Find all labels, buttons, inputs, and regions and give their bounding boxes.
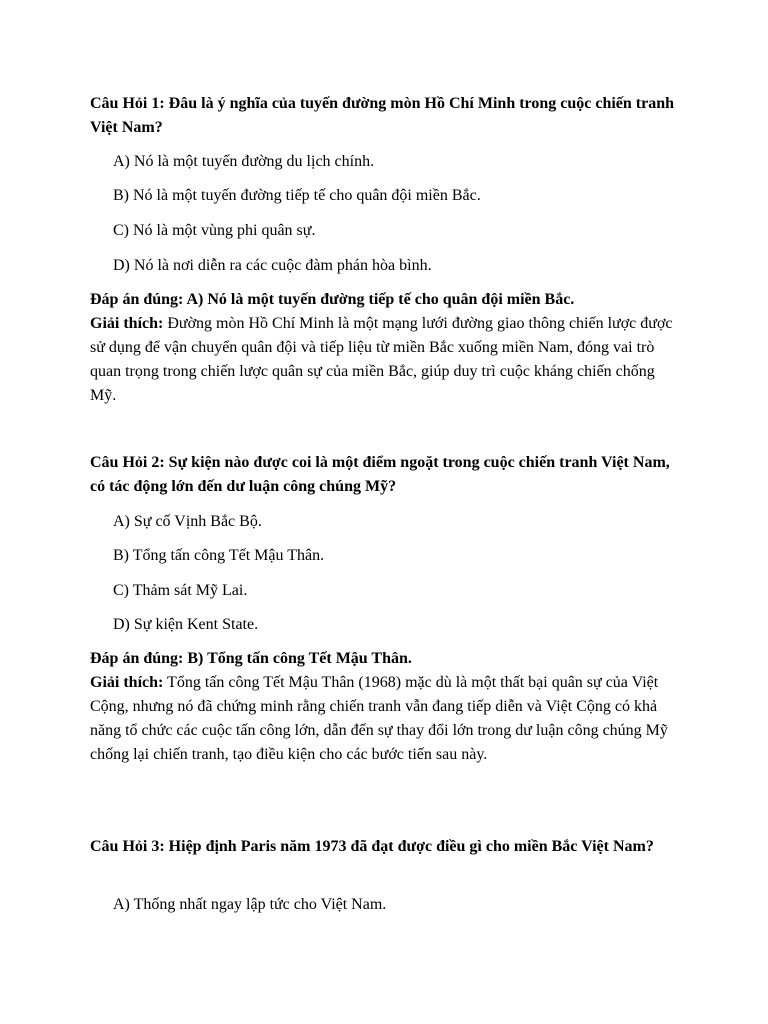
q2-explanation [90, 671, 680, 767]
q2-correct-answer: Đáp án đúng: B) Tổng tấn công Tết Mậu Thân. [90, 650, 412, 667]
q1-explanation [90, 312, 680, 408]
q2-option-b: B) Tổng tấn công Tết Mậu Thân. [113, 547, 325, 564]
q2-option-c: C) Thảm sát Mỹ Lai. [113, 582, 248, 599]
q1-option-c: C) Nó là một vùng phi quân sự. [113, 222, 316, 239]
q3-option-a: A) Thống nhất ngay lập tức cho Việt Nam. [113, 896, 387, 913]
q2-option-d: D) Sự kiện Kent State. [113, 616, 259, 633]
q1-option-b: B) Nó là một tuyến đường tiếp tế cho quân đội miền Bắc. [113, 187, 481, 204]
q2-answer-block [90, 647, 680, 767]
q2-option-a: A) Sự cố Vịnh Bắc Bộ. [113, 513, 262, 530]
q1-answer-block [90, 288, 680, 408]
q1-option-a: A) Nó là một tuyến đường du lịch chính. [113, 153, 375, 170]
q2-explanation-text: Tổng tấn công Tết Mậu Thân (1968) mặc dù là một thất bại quân sự của Việt Cộng, nhưng nó đã chứng minh rằng chiến tranh vẫn đang tiếp diễn và Việt Cộng có khả năng tổ chức các cuộc tấn công lớn, dẫn đến sự thay đổi lớn trong dư luận công chúng Mỹ chống lại chiến tranh, tạo điều kiện cho các bước tiến sau này. [90, 674, 668, 763]
q1-correct-answer: Đáp án đúng: A) Nó là một tuyến đường tiếp tế cho quân đội miền Bắc. [90, 291, 575, 308]
q2-explanation-label: Giải thích: [90, 674, 164, 691]
q1-option-d: D) Nó là nơi diễn ra các cuộc đàm phán hòa bình. [113, 257, 432, 274]
q1-explanation-text: Đường mòn Hồ Chí Minh là một mạng lưới đường giao thông chiến lược được sử dụng để vận chuyển quân đội và tiếp liệu từ miền Bắc xuống miền Nam, đóng vai trò quan trọng trong chiến lược quân sự của miền Bắc, giúp duy trì cuộc kháng chiến chống Mỹ. [90, 315, 673, 404]
question-1-text: Câu Hỏi 1: Đâu là ý nghĩa của tuyến đường mòn Hồ Chí Minh trong cuộc chiến tranh Việt Nam? [90, 95, 675, 136]
question-3-text: Câu Hỏi 3: Hiệp định Paris năm 1973 đã đạt được điều gì cho miền Bắc Việt Nam? [90, 838, 654, 855]
q1-explanation-label: Giải thích: [90, 315, 164, 332]
question-2-text: Câu Hỏi 2: Sự kiện nào được coi là một điểm ngoặt trong cuộc chiến tranh Việt Nam, có tác động lớn đến dư luận công chúng Mỹ? [90, 454, 670, 495]
